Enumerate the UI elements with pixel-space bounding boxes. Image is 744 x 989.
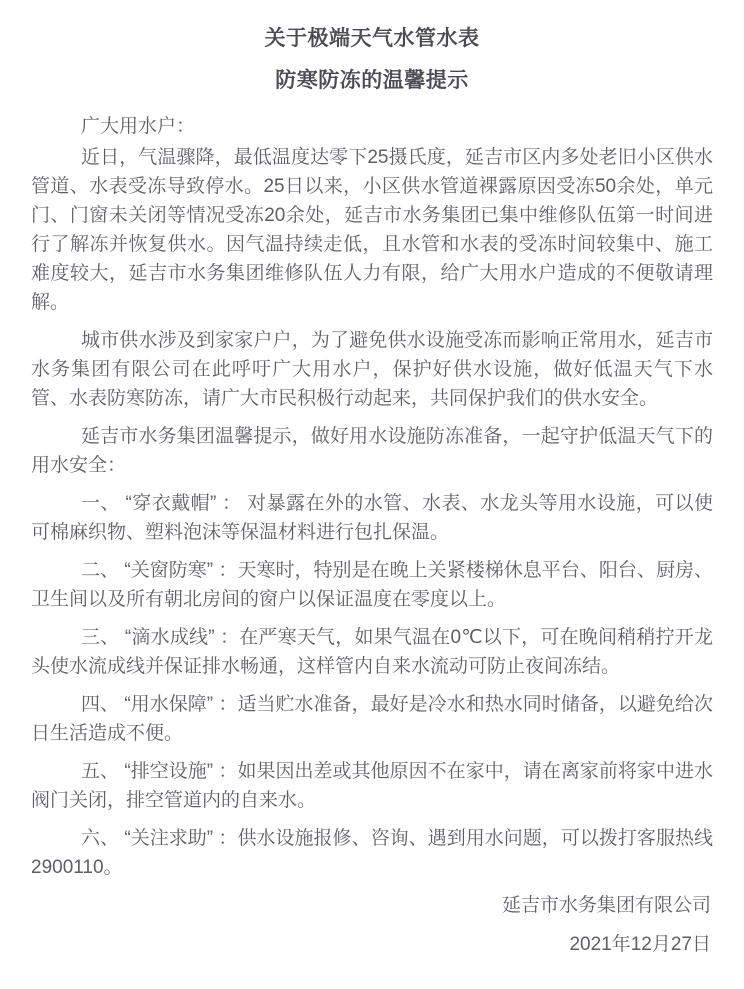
tip-item-4: 四、 “用水保障” ：适当贮水准备，最好是冷水和热水同时储备，以避免给次日生活造成不便。 [31,694,713,744]
tip-item-6: 六、 “关注求助” ：供水设施报修、咨询、遇到用水问题，可以拨打客服热线2900110。 [31,828,713,878]
tip-item-5: 五、 “排空设施” ：如果因出差或其他原因不在家中，请在离家前将家中进水阀门关闭，排空管道内的自来水。 [31,761,713,811]
signature-block [31,891,713,959]
page-title-line-1: 关于极端天气水管水表 [264,27,480,50]
body-paragraph-2: 城市供水涉及到家家户户，为了避免供水设施受冻而影响正常用水，延吉市水务集团有限公司在此呼吁广大用水户，保护好供水设施，做好低温天气下水管、水表防寒防冻，请广大市民积极行动起来，共同保护我们的供水安全。 [31,330,713,409]
body-paragraph-3: 延吉市水务集团温馨提示，做好用水设施防冻准备，一起守护低温天气下的用水安全： [31,426,713,476]
greeting-line: 广大用水户： [81,116,196,137]
date-line: 2021年12月27日 [569,934,711,955]
page-title-line-2: 防寒防冻的温馨提示 [275,69,469,92]
tip-item-2: 二、 “关窗防寒” ：天寒时，特别是在晚上关紧楼梯休息平台、阳台、厨房、卫生间以及所有朝北房间的窗户以保证温度在零度以上。 [31,560,713,610]
tip-item-1: 一、 “穿衣戴帽” ： 对暴露在外的水管、水表、水龙头等用水设施，可以使可棉麻织物、塑料泡沫等保温材料进行包扎保温。 [31,493,713,543]
body-paragraph-1: 近日，气温骤降，最低温度达零下25摄氏度，延吉市区内多处老旧小区供水管道、水表受冻导致停水。25日以来，小区供水管道裸露原因受冻50余处，单元门、门窗未关闭等情况受冻20余处，延吉市水务集团已集中维修队伍第一时间进行了解冻并恢复供水。因气温持续走低，且水管和水表的受冻时间较集中、施工难度较大，延吉市水务集团维修队伍人力有限，给广大用水户造成的不便敬请理解。 [31,147,713,313]
tip-item-3: 三、 “滴水成线” ：在严寒天气，如果气温在0℃以下，可在晚间稍稍拧开龙头使水流成线并保证排水畅通，这样管内自来水流动可防止夜间冻结。 [31,627,713,677]
signature-line: 延吉市水务集团有限公司 [501,895,711,916]
